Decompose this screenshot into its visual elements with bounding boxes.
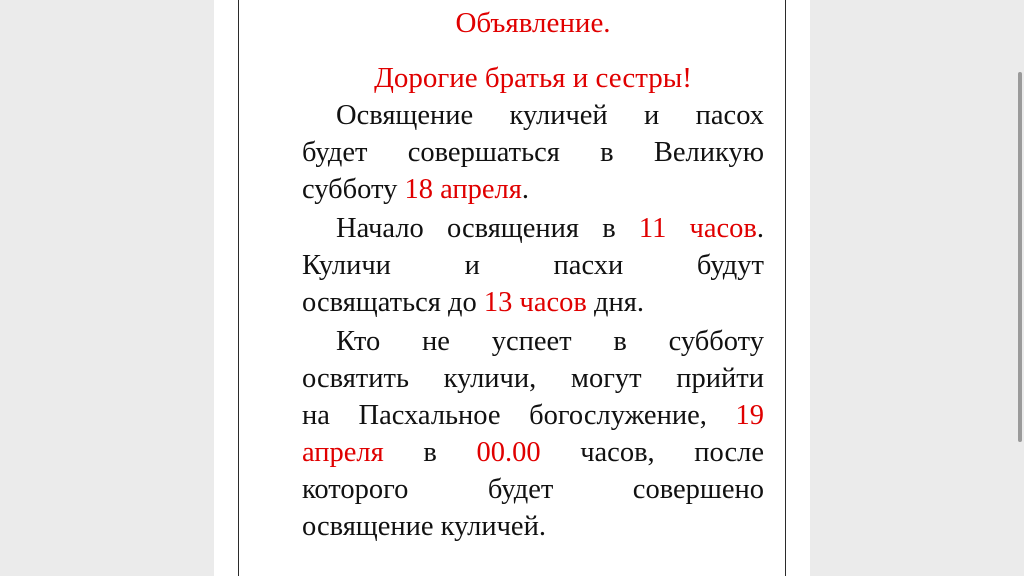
paragraph-easter-service [302,323,764,545]
paragraph-line: освятить куличи, могут прийти [302,363,764,394]
right-gutter [810,0,1024,576]
text-fragment: в [383,437,477,468]
paragraph-line [302,171,764,208]
announcement-title: Объявление. [455,7,611,39]
text-fragment: субботу [302,174,405,205]
text-fragment: Начало освящения в [336,213,639,244]
paragraph-line [302,284,764,321]
highlight-end-time: 13 часов [483,287,587,318]
highlight-start-time: 11 часов [638,213,757,244]
paragraph-line [302,210,764,247]
text-fragment: освящаться до [302,287,484,318]
paragraph-line: Освящение куличей и пасох [336,100,764,131]
highlight-service-time: 00.00 [476,437,541,468]
highlight-service-month: апреля [302,437,384,468]
paragraph-line [302,397,764,434]
text-fragment: . [756,213,764,244]
paragraph-blessing-date [302,97,764,208]
text-fragment: на Пасхальное богослужение, [302,400,736,431]
text-fragment: часов, после [540,437,764,468]
text-fragment: дня. [586,287,644,318]
paragraph-line: Кто не успеет в субботу [336,326,764,357]
announcement-content [302,0,764,545]
announcement-greeting: Дорогие братья и сестры! [374,62,692,94]
highlight-service-day: 19 [735,400,764,431]
highlight-date: 18 апреля [404,174,522,205]
paragraph-line: которого будет совершено [302,474,764,505]
text-fragment: . [521,174,529,205]
scroll-indicator[interactable] [1018,72,1022,442]
paragraph-line: освящение куличей. [302,511,546,542]
document-page[interactable] [214,0,810,576]
paragraph-blessing-time [302,210,764,321]
paragraph-line [302,434,764,471]
left-gutter [0,0,214,576]
paragraph-line: будет совершаться в Великую [302,137,764,168]
paragraph-line: Куличи и пасхи будут [302,250,764,281]
